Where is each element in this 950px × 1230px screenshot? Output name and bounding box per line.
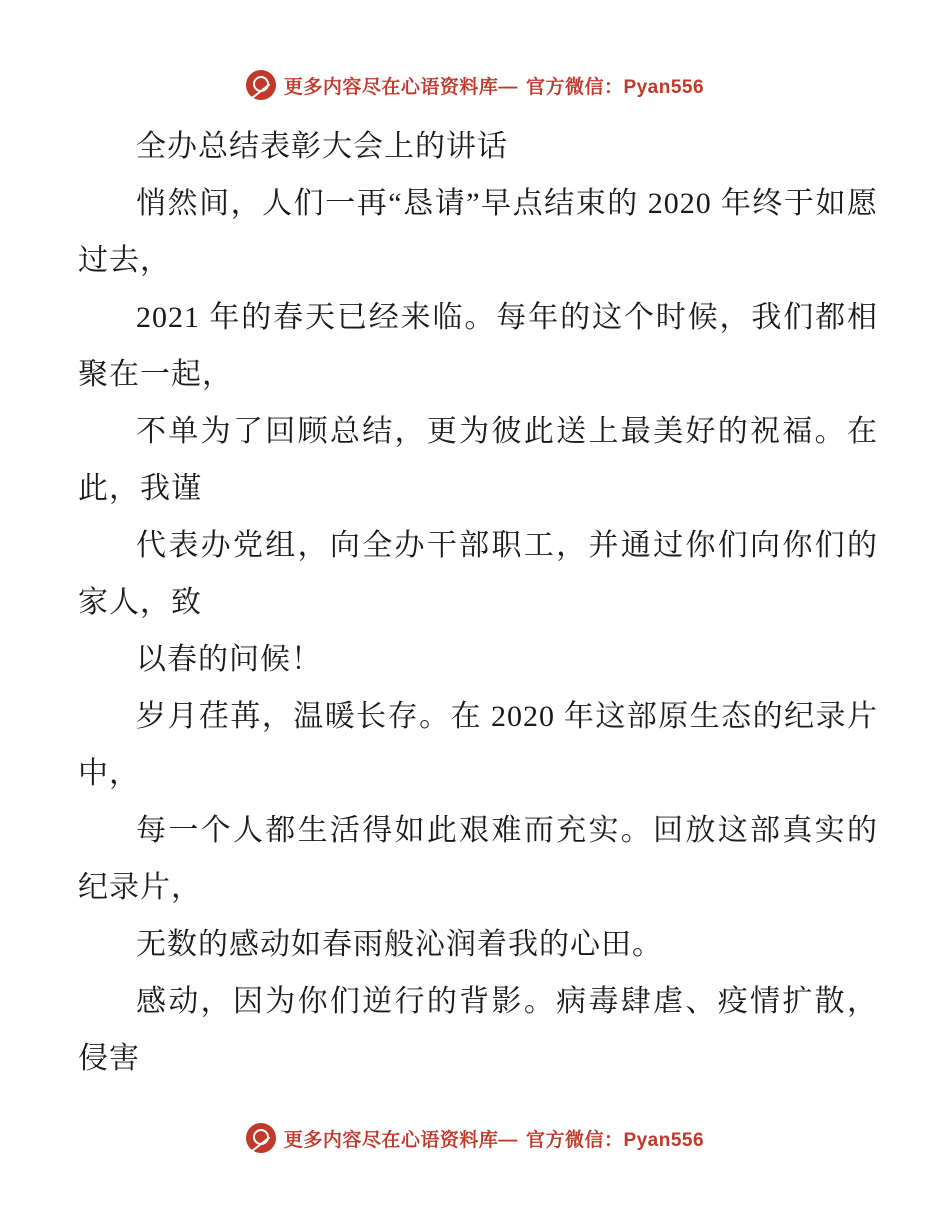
watermark-bottom	[0, 1123, 950, 1153]
paragraph: 不单为了回顾总结，更为彼此送上最美好的祝福。在此，我谨	[78, 415, 878, 505]
watermark-main-text: 更多内容尽在心语资料库—	[283, 1129, 518, 1151]
watermark-sub-text: 官方微信：Pyan556	[525, 1129, 705, 1151]
paragraph: 岁月荏苒，温暖长存。在 2020 年这部原生态的纪录片中，	[78, 700, 878, 790]
paragraph: 2021 年的春天已经来临。每年的这个时候，我们都相聚在一起，	[78, 301, 878, 391]
paragraph: 感动，因为你们逆行的背影。病毒肆虐、疫情扩散，侵害	[78, 985, 878, 1075]
magnifier-circle-icon	[246, 1123, 276, 1153]
magnifier-circle-icon	[246, 70, 276, 100]
watermark-top	[0, 70, 950, 100]
paragraph: 每一个人都生活得如此艰难而充实。回放这部真实的纪录片，	[78, 814, 878, 904]
paragraph: 全办总结表彰大会上的讲话	[136, 130, 508, 163]
paragraph: 以春的问候！	[136, 643, 322, 676]
paragraph: 无数的感动如春雨般沁润着我的心田。	[136, 928, 663, 961]
document-text-body	[78, 118, 878, 1087]
watermark-sub-text: 官方微信：Pyan556	[525, 76, 705, 98]
paragraph: 代表办党组，向全办干部职工，并通过你们向你们的家人，致	[78, 529, 878, 619]
paragraph: 悄然间，人们一再“恳请”早点结束的 2020 年终于如愿过去，	[78, 187, 878, 277]
watermark-main-text: 更多内容尽在心语资料库—	[283, 76, 518, 98]
